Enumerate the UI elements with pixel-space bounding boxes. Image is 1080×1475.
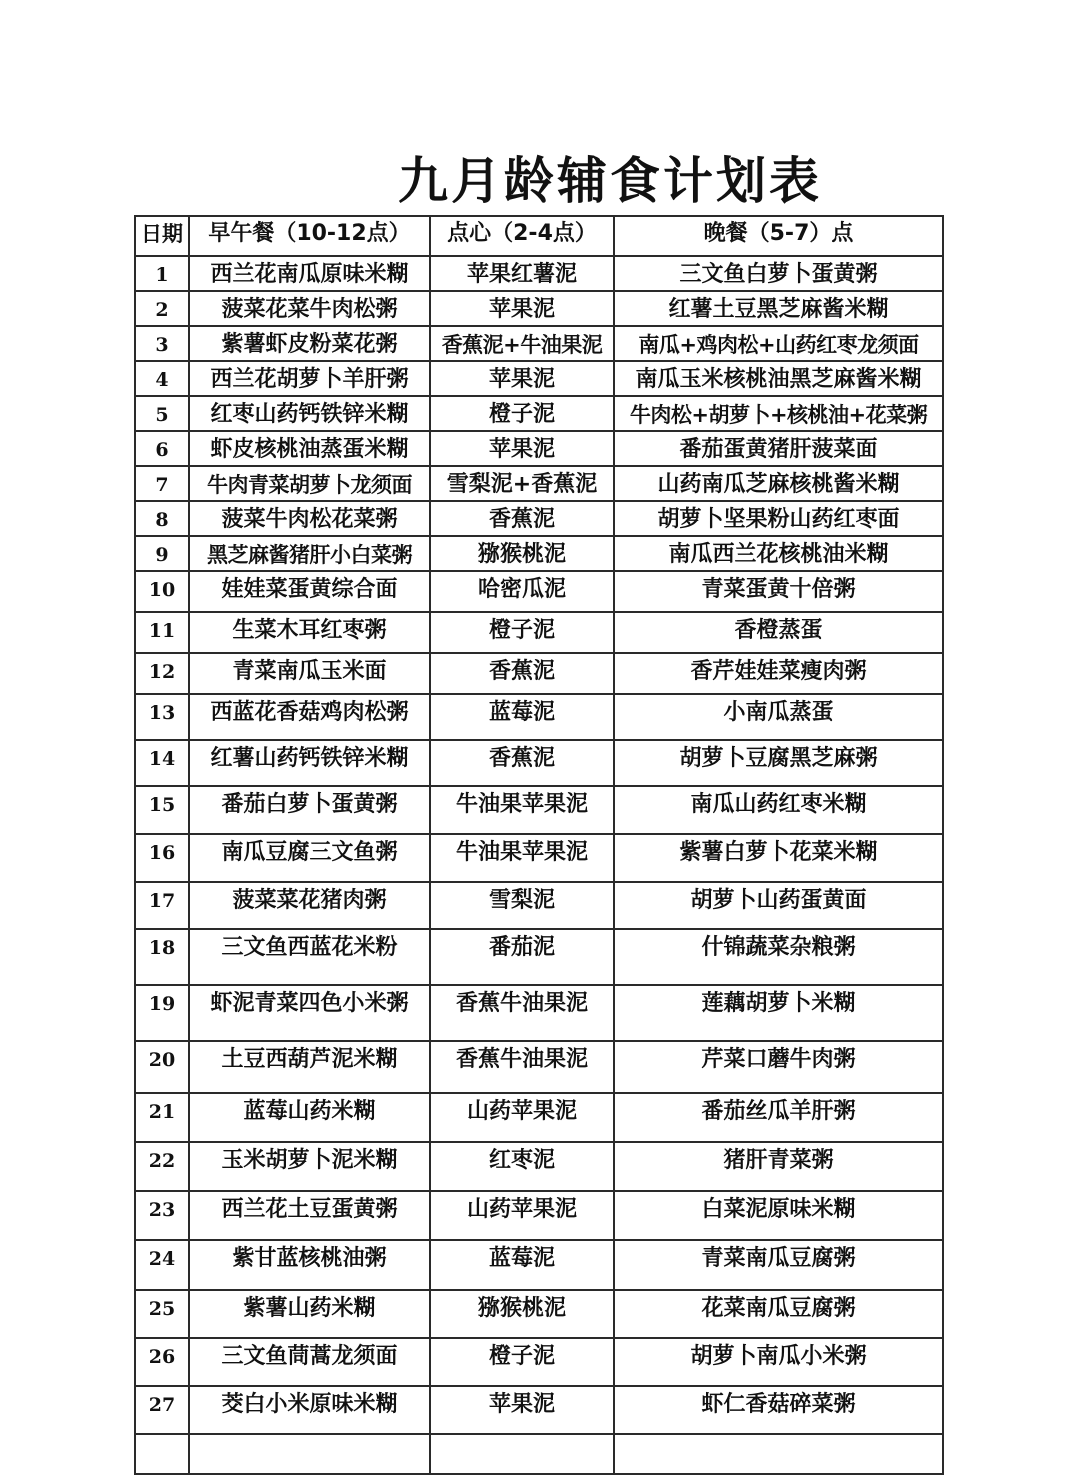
- snack-cell: 香蕉泥: [430, 501, 614, 536]
- day-cell: 20: [135, 1041, 189, 1093]
- day-cell: [135, 1434, 189, 1474]
- dinner-cell: 红薯土豆黑芝麻酱米糊: [614, 291, 943, 326]
- dinner-cell: 虾仁香菇碎菜粥: [614, 1386, 943, 1434]
- table-row: [135, 1434, 943, 1474]
- snack-cell: 香蕉牛油果泥: [430, 1041, 614, 1093]
- dinner-cell: 青菜南瓜豆腐粥: [614, 1240, 943, 1290]
- table-row: [135, 1191, 943, 1240]
- breakfast-cell: 青菜南瓜玉米面: [189, 653, 430, 694]
- breakfast-cell: 茭白小米原味米糊: [189, 1386, 430, 1434]
- breakfast-cell: 紫甘蓝核桃油粥: [189, 1240, 430, 1290]
- snack-cell: 山药苹果泥: [430, 1191, 614, 1240]
- snack-cell: 雪梨泥+香蕉泥: [430, 466, 614, 501]
- breakfast-cell: 紫薯山药米糊: [189, 1290, 430, 1338]
- day-cell: 25: [135, 1290, 189, 1338]
- table-row: [135, 1386, 943, 1434]
- breakfast-cell: 玉米胡萝卜泥米糊: [189, 1142, 430, 1191]
- breakfast-cell: 黑芝麻酱猪肝小白菜粥: [189, 536, 430, 571]
- day-cell: 19: [135, 985, 189, 1041]
- dinner-cell: 三文鱼白萝卜蛋黄粥: [614, 256, 943, 291]
- day-cell: 10: [135, 571, 189, 612]
- snack-cell: 红枣泥: [430, 1142, 614, 1191]
- dinner-cell: [614, 1434, 943, 1474]
- breakfast-cell: 西兰花土豆蛋黄粥: [189, 1191, 430, 1240]
- breakfast-cell: 三文鱼茼蒿龙须面: [189, 1338, 430, 1386]
- snack-cell: 橙子泥: [430, 396, 614, 431]
- header-snack: 点心（2-4点）: [430, 216, 614, 256]
- breakfast-cell: 牛肉青菜胡萝卜龙须面: [189, 466, 430, 501]
- snack-cell: [430, 1434, 614, 1474]
- breakfast-cell: 南瓜豆腐三文鱼粥: [189, 834, 430, 882]
- table-row: [135, 1290, 943, 1338]
- day-cell: 26: [135, 1338, 189, 1386]
- dinner-cell: 番茄蛋黄猪肝菠菜面: [614, 431, 943, 466]
- day-cell: 7: [135, 466, 189, 501]
- table-row: [135, 834, 943, 882]
- meal-plan-table: [134, 215, 944, 1475]
- day-cell: 21: [135, 1093, 189, 1142]
- snack-cell: 番茄泥: [430, 929, 614, 985]
- day-cell: 14: [135, 740, 189, 786]
- table-row: [135, 256, 943, 291]
- breakfast-cell: 生菜木耳红枣粥: [189, 612, 430, 653]
- day-cell: 27: [135, 1386, 189, 1434]
- breakfast-cell: 三文鱼西蓝花米粉: [189, 929, 430, 985]
- dinner-cell: 南瓜玉米核桃油黑芝麻酱米糊: [614, 361, 943, 396]
- dinner-cell: 莲藕胡萝卜米糊: [614, 985, 943, 1041]
- day-cell: 15: [135, 786, 189, 834]
- breakfast-cell: 娃娃菜蛋黄综合面: [189, 571, 430, 612]
- table-row: [135, 1093, 943, 1142]
- day-cell: 12: [135, 653, 189, 694]
- dinner-cell: 南瓜+鸡肉松+山药红枣龙须面: [614, 326, 943, 361]
- breakfast-cell: 蓝莓山药米糊: [189, 1093, 430, 1142]
- table-row: [135, 291, 943, 326]
- breakfast-cell: 菠菜牛肉松花菜粥: [189, 501, 430, 536]
- breakfast-cell: [189, 1434, 430, 1474]
- snack-cell: 蓝莓泥: [430, 1240, 614, 1290]
- table-row: [135, 929, 943, 985]
- snack-cell: 猕猴桃泥: [430, 536, 614, 571]
- dinner-cell: 猪肝青菜粥: [614, 1142, 943, 1191]
- day-cell: 22: [135, 1142, 189, 1191]
- table-row: [135, 501, 943, 536]
- snack-cell: 苹果泥: [430, 431, 614, 466]
- breakfast-cell: 菠菜菜花猪肉粥: [189, 882, 430, 929]
- dinner-cell: 山药南瓜芝麻核桃酱米糊: [614, 466, 943, 501]
- snack-cell: 山药苹果泥: [430, 1093, 614, 1142]
- snack-cell: 苹果泥: [430, 1386, 614, 1434]
- dinner-cell: 牛肉松+胡萝卜+核桃油+花菜粥: [614, 396, 943, 431]
- breakfast-cell: 西兰花南瓜原味米糊: [189, 256, 430, 291]
- table-row: [135, 1240, 943, 1290]
- breakfast-cell: 土豆西葫芦泥米糊: [189, 1041, 430, 1093]
- day-cell: 4: [135, 361, 189, 396]
- day-cell: 1: [135, 256, 189, 291]
- day-cell: 16: [135, 834, 189, 882]
- dinner-cell: 白菜泥原味米糊: [614, 1191, 943, 1240]
- dinner-cell: 青菜蛋黄十倍粥: [614, 571, 943, 612]
- table-row: [135, 431, 943, 466]
- breakfast-cell: 西蓝花香菇鸡肉松粥: [189, 694, 430, 740]
- table-row: [135, 1338, 943, 1386]
- dinner-cell: 花菜南瓜豆腐粥: [614, 1290, 943, 1338]
- header-breakfast: 早午餐（10-12点）: [189, 216, 430, 256]
- day-cell: 3: [135, 326, 189, 361]
- dinner-cell: 小南瓜蒸蛋: [614, 694, 943, 740]
- day-cell: 17: [135, 882, 189, 929]
- table-row: [135, 466, 943, 501]
- snack-cell: 牛油果苹果泥: [430, 834, 614, 882]
- table-row: [135, 882, 943, 929]
- dinner-cell: 南瓜西兰花核桃油米糊: [614, 536, 943, 571]
- table-row: [135, 740, 943, 786]
- day-cell: 23: [135, 1191, 189, 1240]
- header-day: 日期: [135, 216, 189, 256]
- snack-cell: 牛油果苹果泥: [430, 786, 614, 834]
- breakfast-cell: 菠菜花菜牛肉松粥: [189, 291, 430, 326]
- header-dinner: 晚餐（5-7）点: [614, 216, 943, 256]
- breakfast-cell: 红枣山药钙铁锌米糊: [189, 396, 430, 431]
- table-row: [135, 536, 943, 571]
- snack-cell: 香蕉泥: [430, 740, 614, 786]
- snack-cell: 香蕉牛油果泥: [430, 985, 614, 1041]
- day-cell: 6: [135, 431, 189, 466]
- snack-cell: 雪梨泥: [430, 882, 614, 929]
- table-row: [135, 326, 943, 361]
- table-row: [135, 571, 943, 612]
- table-row: [135, 985, 943, 1041]
- dinner-cell: 什锦蔬菜杂粮粥: [614, 929, 943, 985]
- snack-cell: 哈密瓜泥: [430, 571, 614, 612]
- table-row: [135, 396, 943, 431]
- dinner-cell: 番茄丝瓜羊肝粥: [614, 1093, 943, 1142]
- table-header-row: [135, 216, 943, 256]
- dinner-cell: 南瓜山药红枣米糊: [614, 786, 943, 834]
- day-cell: 2: [135, 291, 189, 326]
- breakfast-cell: 虾皮核桃油蒸蛋米糊: [189, 431, 430, 466]
- breakfast-cell: 紫薯虾皮粉菜花粥: [189, 326, 430, 361]
- snack-cell: 猕猴桃泥: [430, 1290, 614, 1338]
- dinner-cell: 胡萝卜坚果粉山药红枣面: [614, 501, 943, 536]
- day-cell: 5: [135, 396, 189, 431]
- day-cell: 8: [135, 501, 189, 536]
- table-row: [135, 694, 943, 740]
- snack-cell: 橙子泥: [430, 612, 614, 653]
- snack-cell: 苹果泥: [430, 291, 614, 326]
- snack-cell: 苹果红薯泥: [430, 256, 614, 291]
- table-row: [135, 653, 943, 694]
- breakfast-cell: 红薯山药钙铁锌米糊: [189, 740, 430, 786]
- table-row: [135, 1041, 943, 1093]
- table-row: [135, 786, 943, 834]
- dinner-cell: 胡萝卜豆腐黑芝麻粥: [614, 740, 943, 786]
- snack-cell: 苹果泥: [430, 361, 614, 396]
- snack-cell: 香蕉泥+牛油果泥: [430, 326, 614, 361]
- table-row: [135, 361, 943, 396]
- dinner-cell: 紫薯白萝卜花菜米糊: [614, 834, 943, 882]
- table-row: [135, 612, 943, 653]
- snack-cell: 橙子泥: [430, 1338, 614, 1386]
- day-cell: 18: [135, 929, 189, 985]
- breakfast-cell: 西兰花胡萝卜羊肝粥: [189, 361, 430, 396]
- table-row: [135, 1142, 943, 1191]
- dinner-cell: 香橙蒸蛋: [614, 612, 943, 653]
- breakfast-cell: 虾泥青菜四色小米粥: [189, 985, 430, 1041]
- day-cell: 9: [135, 536, 189, 571]
- day-cell: 11: [135, 612, 189, 653]
- snack-cell: 蓝莓泥: [430, 694, 614, 740]
- page-title: 九月龄辅食计划表: [398, 152, 822, 210]
- snack-cell: 香蕉泥: [430, 653, 614, 694]
- dinner-cell: 胡萝卜山药蛋黄面: [614, 882, 943, 929]
- dinner-cell: 胡萝卜南瓜小米粥: [614, 1338, 943, 1386]
- dinner-cell: 芹菜口蘑牛肉粥: [614, 1041, 943, 1093]
- breakfast-cell: 番茄白萝卜蛋黄粥: [189, 786, 430, 834]
- day-cell: 13: [135, 694, 189, 740]
- dinner-cell: 香芹娃娃菜瘦肉粥: [614, 653, 943, 694]
- day-cell: 24: [135, 1240, 189, 1290]
